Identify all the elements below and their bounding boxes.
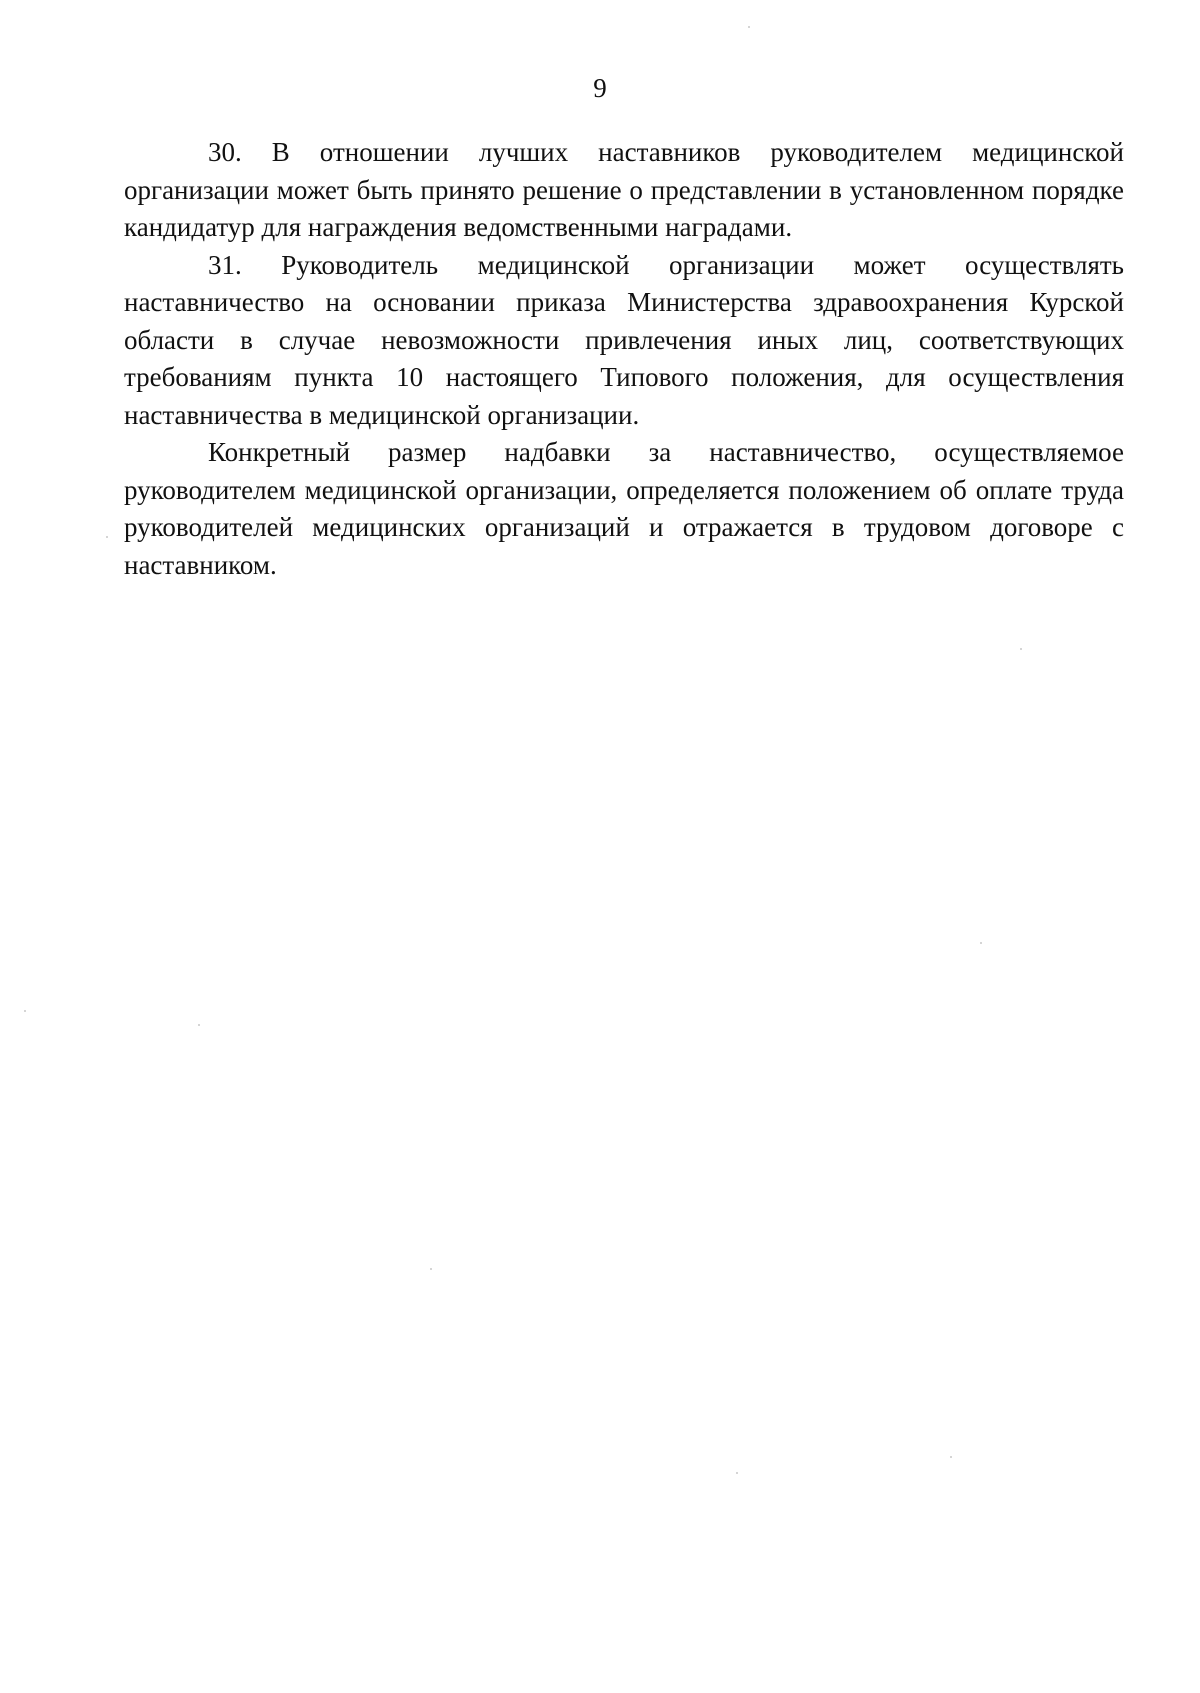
scan-speck bbox=[1020, 648, 1022, 650]
scan-speck bbox=[980, 942, 982, 944]
paragraph-31: 31. Руководитель медицинской организации может осуществлять наставничество на основании приказа Министерства здравоохранения Курской области в случае невозможности привлечения иных лиц, соответствующих требованиям пункта 10 настоящего Типового положения, для осуществления наставничества в медицинской организации. bbox=[124, 249, 1124, 430]
paragraph-mentorship-allowance: Конкретный размер надбавки за наставничество, осуществляемое руководителем медицинской организации, определяется положением об оплате труда руководителей медицинских организаций и отражается в трудовом договоре с наставником. bbox=[124, 437, 1124, 580]
scan-speck bbox=[198, 1024, 200, 1026]
page-number: 9 bbox=[593, 73, 607, 103]
scan-speck bbox=[950, 1456, 952, 1458]
scan-speck bbox=[736, 1472, 738, 1474]
scan-speck bbox=[430, 1268, 432, 1270]
scan-speck bbox=[106, 536, 108, 538]
document-body bbox=[124, 134, 1124, 584]
scan-speck bbox=[24, 1010, 26, 1012]
scan-speck bbox=[748, 26, 750, 28]
paragraph-30: 30. В отношении лучших наставников руководителем медицинской организации может быть принято решение о представлении в установленном порядке кандидатур для награждения ведомственными наградами. bbox=[124, 137, 1124, 242]
